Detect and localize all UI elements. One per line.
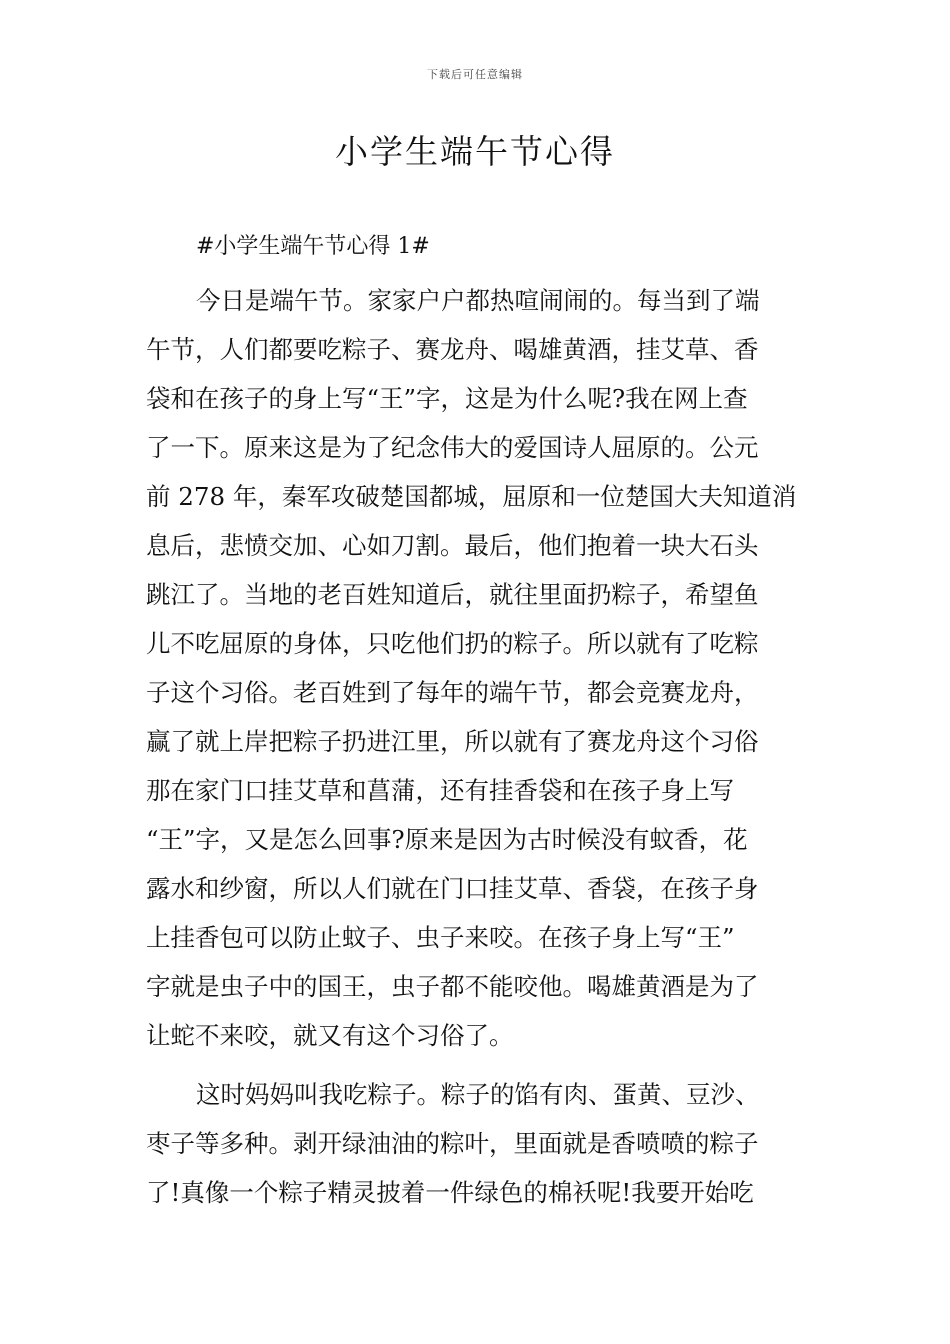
- text-line: 今日是端午节。家家户户都热喧闹闹的。每当到了端: [196, 286, 760, 315]
- text-line: 跳江了。当地的老百姓知道后，就往里面扔粽子，希望鱼: [146, 580, 759, 609]
- paragraph-2: [146, 1070, 806, 1217]
- text-line: 那在家门口挂艾草和菖蒲，还有挂香袋和在孩子身上写: [146, 776, 734, 805]
- text-line: 了一下。原来这是为了纪念伟大的爱国诗人屈原的。公元: [146, 433, 759, 462]
- text-line: 上挂香包可以防止蚊子、虫子来咬。在孩子身上写“王”: [146, 923, 735, 952]
- text-line: 息后，悲愤交加、心如刀割。最后，他们抱着一块大石头: [146, 531, 759, 560]
- text-line: 袋和在孩子的身上写“王”字，这是为什么呢?我在网上查: [146, 384, 748, 413]
- header-note: 下载后可任意编辑: [427, 68, 523, 81]
- text-line: 午节，人们都要吃粽子、赛龙舟、喝雄黄酒，挂艾草、香: [146, 335, 759, 364]
- text-line: 露水和纱窗，所以人们就在门口挂艾草、香袋，在孩子身: [146, 874, 759, 903]
- text-line: 前 278 年，秦军攻破楚国都城，屈原和一位楚国大夫知道消: [146, 482, 797, 511]
- text-line: 字就是虫子中的国王，虫子都不能咬他。喝雄黄酒是为了: [146, 972, 759, 1001]
- text-line: 了!真像一个粽子精灵披着一件绿色的棉袄呢!我要开始吃: [146, 1178, 754, 1207]
- section-heading: #小学生端午节心得 1#: [196, 234, 430, 259]
- paragraph-1: [146, 276, 806, 1060]
- text-line: 枣子等多种。剥开绿油油的粽叶，里面就是香喷喷的粽子: [146, 1129, 759, 1158]
- document-title: 小学生端午节心得: [335, 132, 615, 171]
- text-line: 赢了就上岸把粽子扔进江里，所以就有了赛龙舟这个习俗: [146, 727, 759, 756]
- text-line: “王”字，又是怎么回事?原来是因为古时候没有蚊香，花: [146, 825, 748, 854]
- text-line: 让蛇不来咬，就又有这个习俗了。: [146, 1021, 514, 1050]
- text-line: 这时妈妈叫我吃粽子。粽子的馅有肉、蛋黄、豆沙、: [196, 1080, 760, 1109]
- text-line: 儿不吃屈原的身体，只吃他们扔的粽子。所以就有了吃粽: [146, 629, 759, 658]
- text-line: 子这个习俗。老百姓到了每年的端午节，都会竞赛龙舟，: [146, 678, 759, 707]
